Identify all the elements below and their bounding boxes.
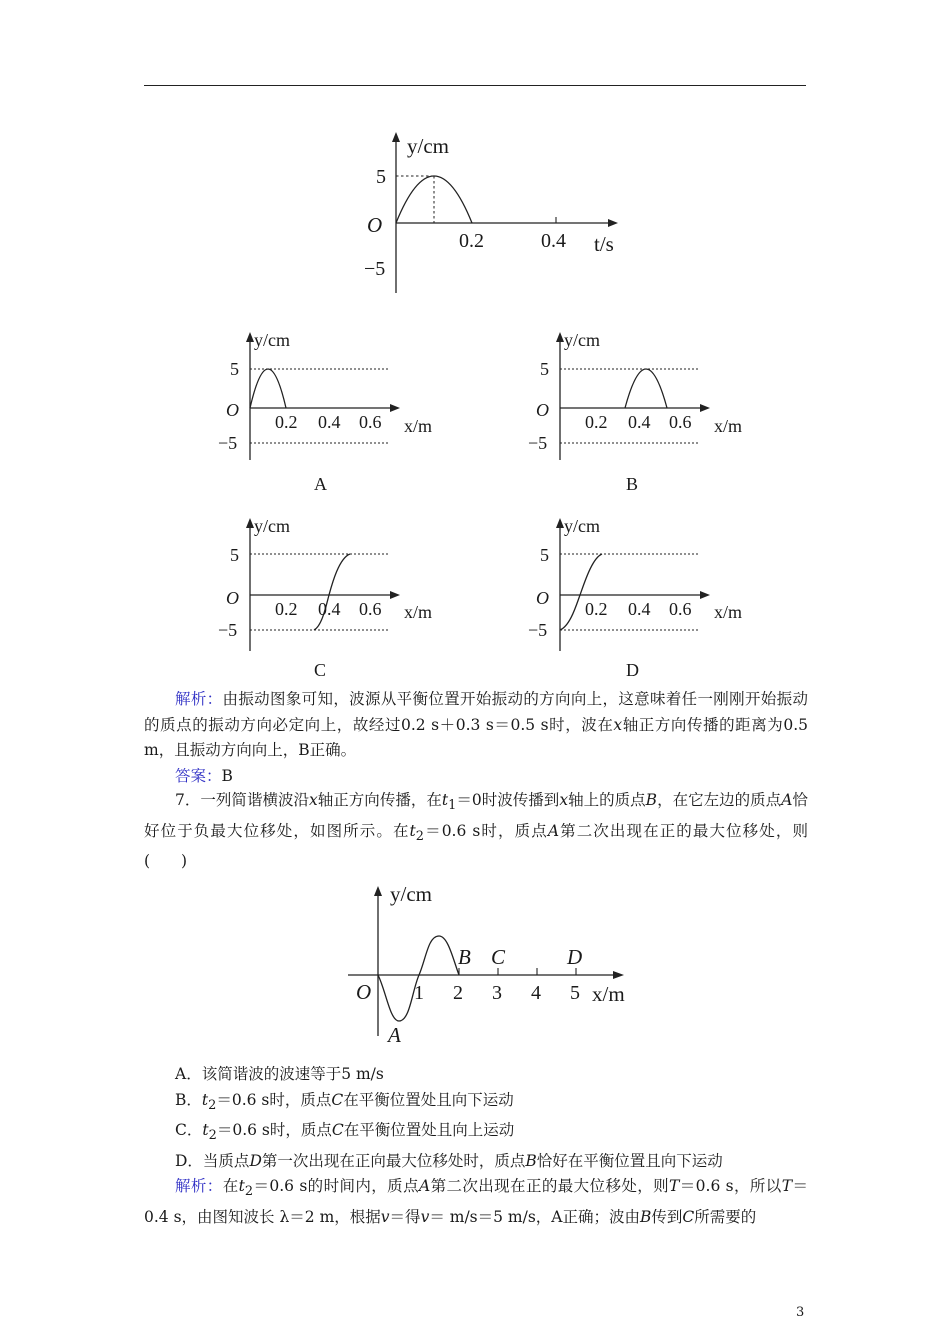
- x-tick-0.6: 0.6: [669, 412, 692, 432]
- text: 第二次出现在正的最大位移处，则( ): [144, 821, 808, 871]
- x-tick-0.4: 0.4: [628, 599, 651, 619]
- point-b-label: B: [458, 945, 471, 969]
- var: v: [420, 1207, 430, 1226]
- analysis-label: 解析：: [175, 690, 223, 708]
- var: B: [645, 791, 658, 809]
- var: C: [682, 1207, 695, 1226]
- q7-options: [144, 1062, 808, 1230]
- y-axis-label: y/cm: [254, 330, 290, 350]
- text: 轴上的质点: [568, 791, 646, 809]
- origin-label: O: [226, 400, 239, 420]
- var: t: [201, 1090, 209, 1109]
- var: D: [249, 1151, 262, 1170]
- text: 轴正方向传播，在: [317, 791, 442, 809]
- var: T: [669, 1177, 680, 1196]
- point-c-label: C: [491, 945, 506, 969]
- y-tick-5: 5: [540, 359, 549, 379]
- text: 所需要的: [694, 1207, 757, 1226]
- var: A: [418, 1177, 431, 1196]
- origin-label: O: [536, 400, 549, 420]
- wave-curve-a: [250, 369, 286, 408]
- vibration-graph: [360, 128, 640, 296]
- text: B．: [175, 1090, 202, 1109]
- x-tick-0.6: 0.6: [669, 599, 692, 619]
- y-axis-label: y/cm: [564, 330, 600, 350]
- x-tick-0.4: 0.4: [318, 599, 341, 619]
- option-graph-a: [214, 328, 454, 498]
- text: D．当质点: [175, 1151, 250, 1170]
- x-tick-0.2: 0.2: [275, 412, 298, 432]
- subscript: 2: [208, 1128, 217, 1144]
- option-graph-caption: B: [626, 474, 639, 494]
- origin-label: O: [226, 588, 239, 608]
- text: 在平衡位置处且向上运动: [343, 1121, 515, 1140]
- x-axis-label: x/m: [714, 416, 743, 436]
- x-tick-0.2: 0.2: [275, 599, 298, 619]
- x-tick-0.4: 0.4: [318, 412, 341, 432]
- x-tick-2: 2: [453, 982, 463, 1004]
- text: 在平衡位置处且向下运动: [343, 1090, 514, 1109]
- text: 第一次出现在正向最大位移处时，质点: [261, 1151, 526, 1170]
- x-tick-0.6: 0.6: [359, 599, 382, 619]
- y-axis-label: y/cm: [254, 516, 290, 536]
- text: ＝0.6 s的时间内，质点: [253, 1177, 419, 1196]
- var: B: [640, 1207, 652, 1226]
- x-axis-label: x/m: [592, 982, 625, 1006]
- x-axis-label: x/m: [714, 602, 743, 622]
- y-tick-5: 5: [376, 166, 386, 188]
- var: C: [331, 1090, 344, 1109]
- subscript: 1: [448, 798, 457, 814]
- y-tick-neg5: −5: [218, 620, 238, 640]
- point-a-label: A: [388, 1023, 401, 1047]
- option-graph-caption: A: [314, 474, 327, 494]
- subscript: 2: [244, 1184, 254, 1200]
- text: 恰好在平衡位置且向下运动: [536, 1151, 723, 1170]
- var: C: [331, 1121, 344, 1140]
- analysis-text-2: 轴正方向传播的距离为0.5 m，且振动方向向上，B正确。: [144, 715, 808, 759]
- x-tick-3: 3: [492, 982, 502, 1004]
- y-axis-label: y/cm: [407, 134, 449, 158]
- y-tick-neg5: −5: [364, 258, 386, 280]
- header-rule: [144, 85, 806, 86]
- var-x: x: [613, 715, 623, 734]
- var: t: [202, 1121, 209, 1140]
- x-tick-5: 5: [570, 982, 580, 1004]
- var: A: [547, 821, 560, 840]
- text: ＝0.6 s，所以: [679, 1177, 782, 1196]
- answer-label: 答案：: [175, 766, 222, 785]
- text: 传到: [651, 1207, 683, 1226]
- option-graph-caption: D: [626, 660, 639, 680]
- option-graph-d: [524, 514, 764, 684]
- text: ＝0时波传播到: [456, 791, 560, 809]
- text: 恰好位于负最大位移处，如图所示。在: [144, 791, 808, 840]
- x-tick-0.4: 0.4: [628, 412, 651, 432]
- y-tick-neg5: −5: [218, 433, 238, 453]
- x-tick-0.6: 0.6: [359, 412, 382, 432]
- var: B: [525, 1151, 537, 1170]
- wave-graph: [340, 878, 650, 1050]
- var: x: [309, 791, 318, 809]
- point-d-label: D: [567, 945, 583, 969]
- origin-label: O: [536, 588, 549, 608]
- option-d: [144, 1149, 808, 1175]
- var: v: [380, 1207, 390, 1226]
- y-axis-label: y/cm: [390, 882, 432, 906]
- text: 第二次出现在正的最大位移处，则: [430, 1177, 670, 1196]
- x-tick-4: 4: [531, 982, 541, 1004]
- var: t: [441, 791, 449, 809]
- text: ＝0.6 s时，质点: [424, 821, 548, 840]
- option-graph-caption: C: [314, 660, 327, 680]
- text: 在: [222, 1177, 239, 1196]
- wave-curve: [378, 936, 459, 1021]
- y-tick-neg5: −5: [528, 433, 548, 453]
- option-b: [144, 1088, 808, 1119]
- x-axis-label: x/m: [404, 416, 433, 436]
- option-graph-c: [214, 514, 454, 684]
- x-tick-1: 1: [414, 982, 424, 1004]
- y-tick-neg5: −5: [528, 620, 548, 640]
- y-tick-5: 5: [540, 545, 549, 565]
- text: ＝0.4 s，由图知波长 λ＝2 m，根据: [144, 1177, 808, 1226]
- x-axis-label: t/s: [594, 232, 614, 256]
- q7-stem: [144, 788, 808, 875]
- q6-block: [144, 687, 808, 789]
- y-axis-label: y/cm: [564, 516, 600, 536]
- x-axis-label: x/m: [404, 602, 433, 622]
- x-tick-0.2: 0.2: [459, 230, 484, 252]
- text: ＝ m/s＝5 m/s，A正确；波由: [429, 1207, 640, 1226]
- analysis-text-1: 由振动图象可知，波源从平衡位置开始振动的方向向上，这意味着任一刚刚开始振动的质点的振动方向必定向上，故经过0.2 s＋0.3 s＝0.5 s时，波在: [144, 690, 808, 734]
- text: ＝得: [389, 1207, 421, 1226]
- q6-analysis: [144, 687, 808, 764]
- subscript: 2: [208, 1097, 217, 1113]
- var: t: [238, 1177, 245, 1196]
- option-graph-b: [524, 328, 764, 498]
- q7-text: [144, 788, 808, 875]
- x-tick-0.2: 0.2: [585, 599, 608, 619]
- var: T: [781, 1177, 793, 1196]
- analysis-label: 解析：: [175, 1177, 223, 1196]
- y-tick-5: 5: [230, 359, 239, 379]
- origin-label: O: [367, 213, 383, 237]
- text: ＝0.6 s时，质点: [216, 1121, 332, 1140]
- page-number: 3: [796, 1305, 805, 1320]
- wave-curve-b: [625, 369, 667, 408]
- y-tick-5: 5: [230, 545, 239, 565]
- text: ＝0.6 s时，质点: [216, 1090, 332, 1109]
- option-c: [144, 1118, 808, 1149]
- origin-label: O: [356, 980, 372, 1004]
- var: x: [559, 791, 569, 809]
- text: 7．一列简谐横波沿: [175, 791, 309, 809]
- var: A: [781, 791, 793, 809]
- option-a: A．该简谐波的波速等于5 m/s: [175, 1065, 384, 1083]
- x-tick-0.2: 0.2: [585, 412, 608, 432]
- answer-value: B: [221, 766, 233, 785]
- q7-analysis: [144, 1174, 808, 1230]
- q6-answer: [144, 764, 808, 790]
- text: ，在它左边的质点: [657, 791, 782, 809]
- subscript: 2: [415, 828, 424, 844]
- text: C．: [175, 1121, 203, 1140]
- var: t: [409, 821, 416, 840]
- x-tick-0.4: 0.4: [541, 230, 566, 252]
